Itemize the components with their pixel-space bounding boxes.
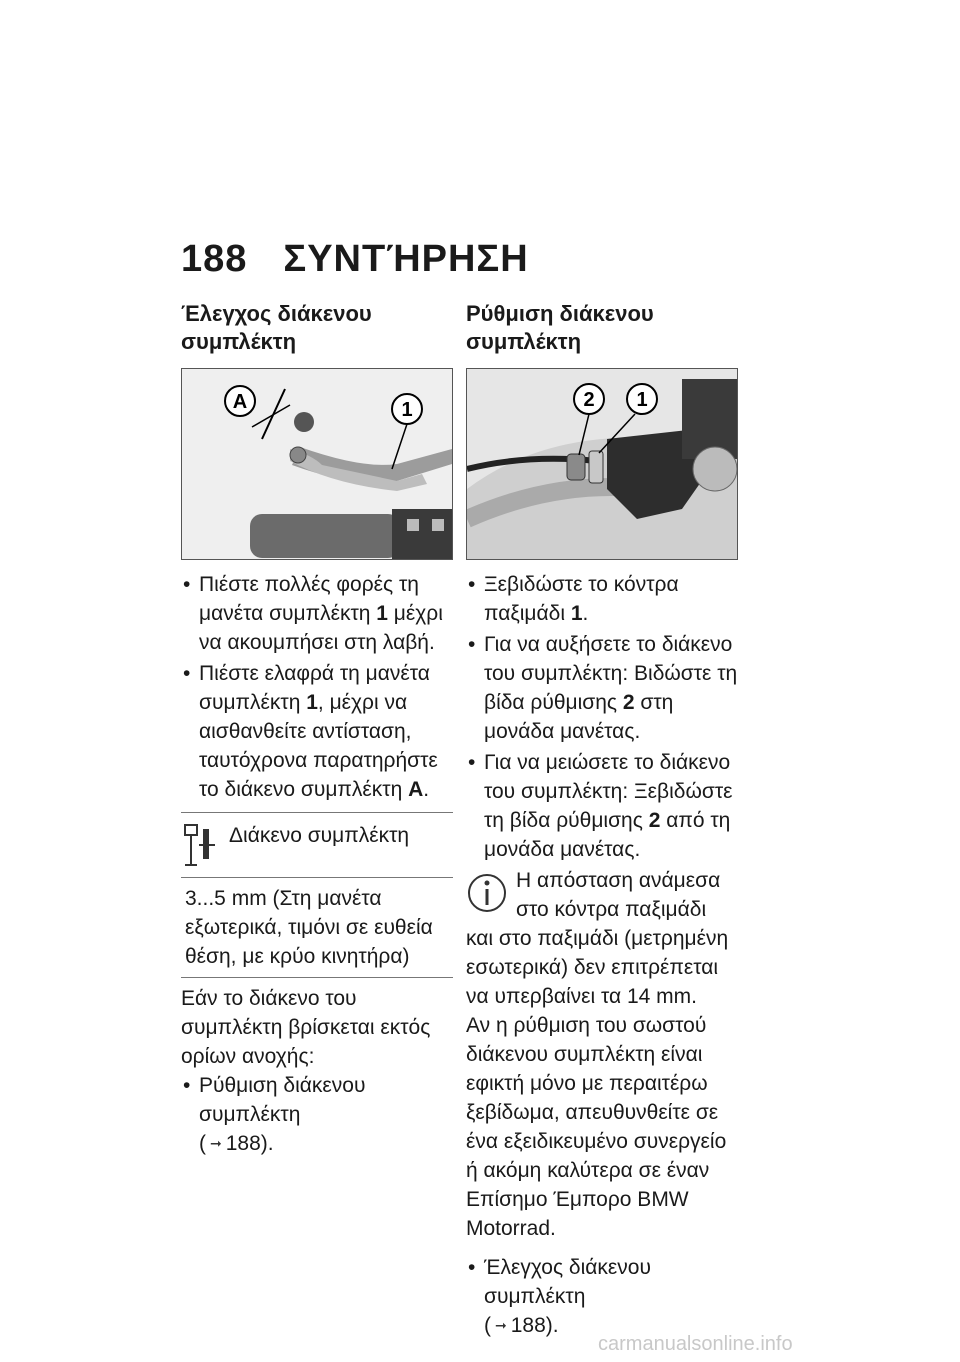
left-column [181, 300, 453, 1160]
page-ref[interactable]: 188 [510, 1314, 546, 1337]
left-step-1: • Πιέστε πολλές φορές τη μανέτα συμπλέκτη 1 μέχρι να ακουμπήσει στη λαβή. [181, 570, 453, 657]
left-step-3: • Ρύθμιση διάκενου συμπλέκτη ( ➞ 188). [181, 1071, 453, 1158]
section-title: ΣΥΝΤΉΡΗΣΗ [283, 238, 529, 280]
left-heading: Έλεγχος διάκενου συμπλέκτη [181, 301, 372, 354]
right-steps-2 [466, 1253, 738, 1340]
right-step-3: • Για να μειώσετε το διάκενο του συμπλέκτη: Ξεβιδώστε τη βίδα ρύθμισης 2 από τη μονάδα μανέτας. [466, 748, 738, 864]
note-text: Η απόσταση ανάμεσα στο κόντρα παξιμάδι και στο παξιμάδι (μετρημένη εσωτερικά) δεν επιτρέπεται να υπερβαίνει τα 14 mm. [466, 869, 729, 1008]
fig-label-a: A [232, 391, 248, 413]
fig-label-2: 2 [583, 389, 595, 411]
fig-label-1: 1 [401, 399, 413, 421]
spec-header [181, 813, 453, 878]
left-steps-2 [181, 1071, 453, 1158]
left-step-2: • Πιέστε ελαφρά τη μανέτα συμπλέκτη 1, μέχρι να αισθανθείτε αντίσταση, ταυτόχρονα παρατηρήστε το διάκενο συμπλέκτη A. [181, 659, 453, 804]
left-paragraph: Εάν το διάκενο του συμπλέκτη βρίσκεται εκτός ορίων ανοχής: [181, 987, 431, 1068]
page-ref-arrow-icon: ➞ [495, 1317, 507, 1333]
spec-value: 3...5 mm (Στη μανέτα εξωτερικά, τιμόνι σε ευθεία θέση, με κρύο κινητήρα) [185, 887, 433, 968]
right-paragraph: Αν η ρύθμιση του σωστού διάκενου συμπλέκτη είναι εφικτή μόνο με περαιτέρω ξεβίδωμα, απευθυνθείτε σε ένα εξειδικευμένο συνεργείο ή ακόμη καλύτερα σε έναν Επίσημο Έμπορο BMW Motorrad. [466, 1014, 727, 1240]
page-number: 188 [181, 238, 248, 280]
clutch-lever-illustration [182, 369, 452, 559]
right-column [466, 300, 738, 1342]
fig-label-1-right: 1 [636, 389, 648, 411]
right-step-1: • Ξεβιδώστε το κόντρα παξιμάδι 1. [466, 570, 738, 628]
page-ref[interactable]: 188 [225, 1132, 261, 1155]
page-ref-arrow-icon: ➞ [210, 1135, 222, 1151]
info-icon [466, 870, 508, 916]
adjustment-illustration [467, 369, 737, 559]
info-note [466, 866, 738, 1011]
right-steps [466, 570, 738, 864]
right-step-2: • Για να αυξήσετε το διάκενο του συμπλέκτη: Βιδώστε τη βίδα ρύθμισης 2 στη μονάδα μανέτας. [466, 630, 738, 746]
clutch-lever-figure [181, 368, 453, 560]
feeler-gauge-icon [181, 821, 219, 867]
adjustment-figure [466, 368, 738, 560]
spec-title: Διάκενο συμπλέκτη [229, 824, 410, 847]
page-header [181, 238, 529, 281]
spec-table [181, 812, 453, 978]
right-heading: Ρύθμιση διάκενου συμπλέκτη [466, 301, 654, 354]
left-steps [181, 570, 453, 804]
watermark: carmanualsonline.info [598, 1333, 793, 1355]
right-step-4: • Έλεγχος διάκενου συμπλέκτη ( ➞ 188). [466, 1253, 738, 1340]
